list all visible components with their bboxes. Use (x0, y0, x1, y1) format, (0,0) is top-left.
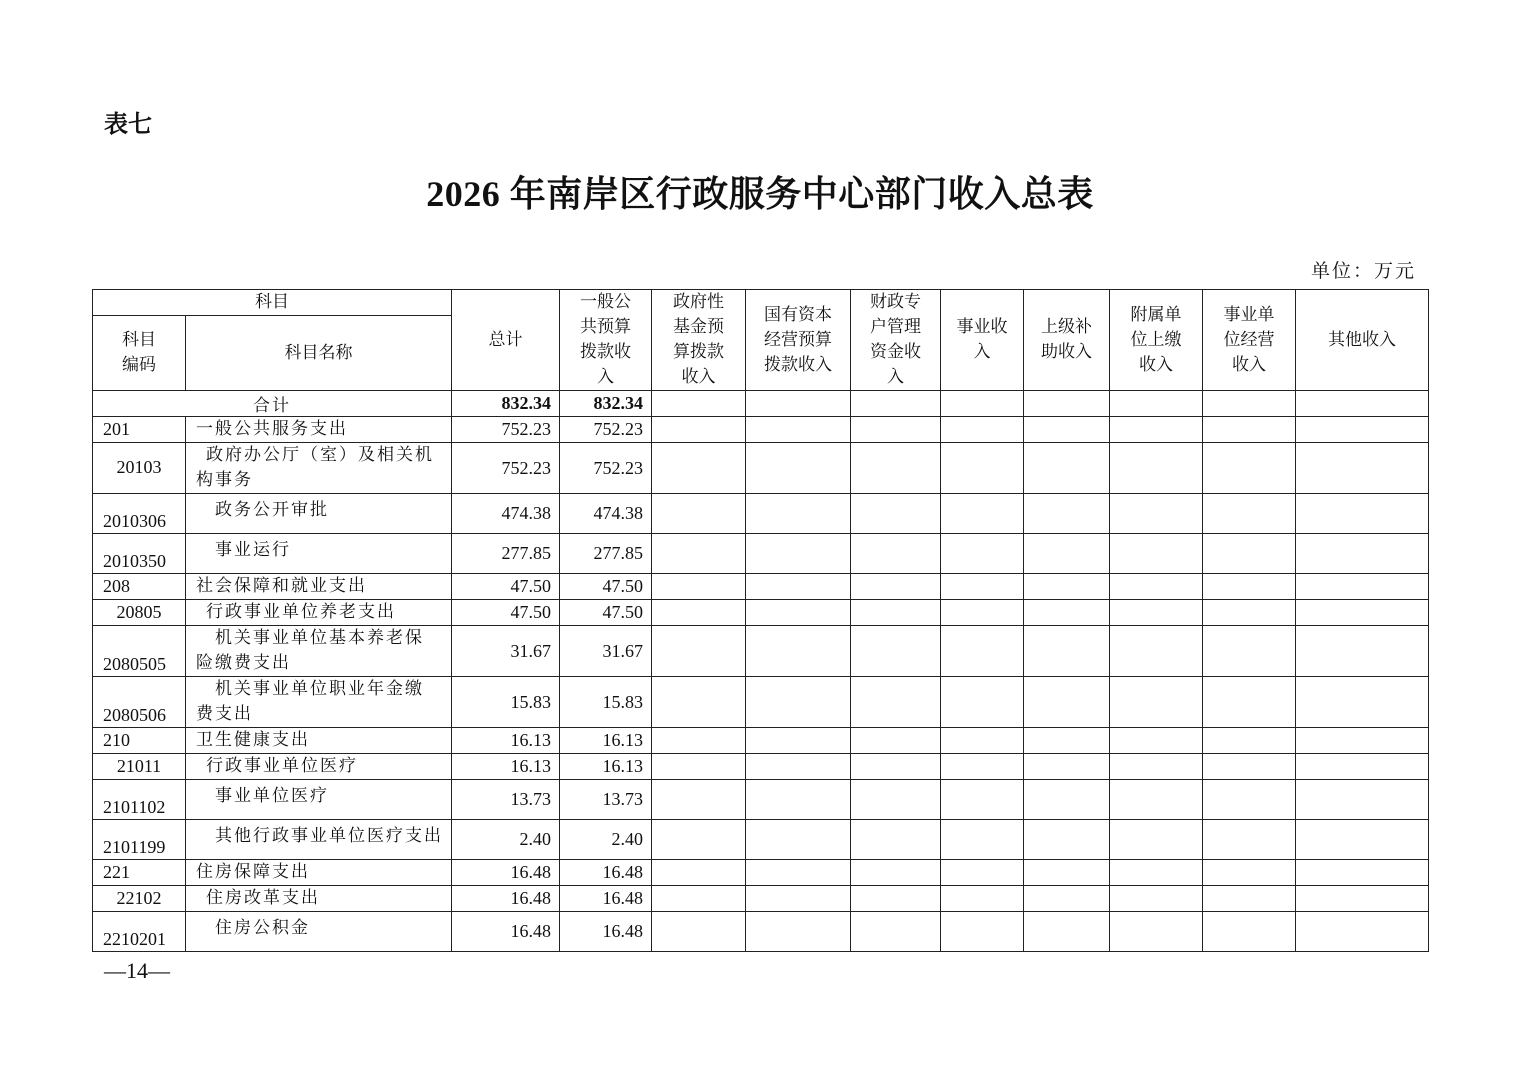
total-cell: 16.48 (452, 860, 560, 886)
subject-name: 卫生健康支出 (186, 728, 452, 754)
subject-name: 机关事业单位职业年金缴费支出 (186, 677, 452, 728)
subject-code: 210 (93, 728, 186, 754)
total-label: 合计 (93, 391, 452, 417)
subject-name: 事业单位医疗 (186, 780, 452, 820)
subject-name: 住房保障支出 (186, 860, 452, 886)
header-state-capital: 国有资本经营预算拨款收入 (746, 290, 851, 391)
header-superior-subsidy: 上级补助收入 (1024, 290, 1110, 391)
header-code: 科目编码 (93, 316, 186, 391)
subject-name: 事业运行 (186, 534, 452, 574)
subject-name: 一般公共服务支出 (186, 417, 452, 443)
general-budget-cell: 47.50 (560, 600, 652, 626)
total-cell: 277.85 (452, 534, 560, 574)
unit-label: 单位：万元 (1310, 260, 1416, 282)
subject-code: 2080505 (93, 626, 186, 677)
subject-code: 2010306 (93, 494, 186, 534)
table-row (93, 534, 1429, 574)
subject-code: 20103 (93, 443, 186, 494)
total-cell: 16.48 (452, 886, 560, 912)
table-row (93, 728, 1429, 754)
subject-name: 机关事业单位基本养老保险缴费支出 (186, 626, 452, 677)
table-row (93, 417, 1429, 443)
subject-name: 住房改革支出 (186, 886, 452, 912)
subject-code: 201 (93, 417, 186, 443)
subject-code: 22102 (93, 886, 186, 912)
header-business-income: 事业收入 (941, 290, 1024, 391)
table-row (93, 600, 1429, 626)
page-title: 2026 年南岸区行政服务中心部门收入总表 (426, 174, 1094, 214)
total-cell: 2.40 (452, 820, 560, 860)
subject-name: 行政事业单位医疗 (186, 754, 452, 780)
header-special-account: 财政专户管理资金收入 (851, 290, 941, 391)
table-row (93, 780, 1429, 820)
subject-code: 2101199 (93, 820, 186, 860)
header-total: 总计 (452, 290, 560, 391)
subject-code: 221 (93, 860, 186, 886)
header-name: 科目名称 (186, 316, 452, 391)
total-cell: 47.50 (452, 600, 560, 626)
subject-code: 208 (93, 574, 186, 600)
total-cell: 47.50 (452, 574, 560, 600)
table-row (93, 443, 1429, 494)
subject-code: 2101102 (93, 780, 186, 820)
total-cell: 16.13 (452, 728, 560, 754)
subject-name: 其他行政事业单位医疗支出 (186, 820, 452, 860)
subject-name: 政府办公厅（室）及相关机构事务 (186, 443, 452, 494)
table-row (93, 886, 1429, 912)
subject-name: 住房公积金 (186, 912, 452, 952)
total-cell: 16.13 (452, 754, 560, 780)
subject-code: 2010350 (93, 534, 186, 574)
general-budget-cell: 15.83 (560, 677, 652, 728)
general-budget-cell: 752.23 (560, 443, 652, 494)
subject-code: 21011 (93, 754, 186, 780)
subject-name: 社会保障和就业支出 (186, 574, 452, 600)
table-row (93, 677, 1429, 728)
general-budget-cell: 47.50 (560, 574, 652, 600)
total-cell: 16.48 (452, 912, 560, 952)
general-budget-cell: 16.48 (560, 886, 652, 912)
header-gov-fund: 政府性基金预算拨款收入 (652, 290, 746, 391)
total-cell: 752.23 (452, 417, 560, 443)
total-row (93, 391, 1429, 417)
general-budget-cell: 16.13 (560, 754, 652, 780)
subject-name: 政务公开审批 (186, 494, 452, 534)
general-budget-cell: 16.48 (560, 860, 652, 886)
total-cell: 31.67 (452, 626, 560, 677)
table-row (93, 912, 1429, 952)
income-summary-table (92, 289, 1429, 952)
total-cell: 13.73 (452, 780, 560, 820)
header-business-operation: 事业单位经营收入 (1203, 290, 1296, 391)
total-cell: 832.34 (452, 391, 560, 417)
general-budget-cell: 13.73 (560, 780, 652, 820)
total-cell: 752.23 (452, 443, 560, 494)
general-budget-cell: 2.40 (560, 820, 652, 860)
page-number: —14— (104, 958, 170, 983)
subject-code: 2210201 (93, 912, 186, 952)
general-budget-cell: 16.13 (560, 728, 652, 754)
general-budget-cell: 277.85 (560, 534, 652, 574)
table-row (93, 860, 1429, 886)
header-subject-group: 科目 (93, 290, 452, 316)
general-budget-cell: 474.38 (560, 494, 652, 534)
subject-code: 20805 (93, 600, 186, 626)
header-other-income: 其他收入 (1296, 290, 1429, 391)
table-row (93, 820, 1429, 860)
table-row (93, 574, 1429, 600)
table-row (93, 494, 1429, 534)
general-budget-cell: 832.34 (560, 391, 652, 417)
table-row (93, 754, 1429, 780)
table-row (93, 626, 1429, 677)
general-budget-cell: 31.67 (560, 626, 652, 677)
general-budget-cell: 16.48 (560, 912, 652, 952)
subject-code: 2080506 (93, 677, 186, 728)
header-general-budget: 一般公共预算拨款收入 (560, 290, 652, 391)
subject-name: 行政事业单位养老支出 (186, 600, 452, 626)
general-budget-cell: 752.23 (560, 417, 652, 443)
table-label: 表七 (104, 110, 152, 138)
total-cell: 474.38 (452, 494, 560, 534)
header-affiliated-turnover: 附属单位上缴收入 (1110, 290, 1203, 391)
total-cell: 15.83 (452, 677, 560, 728)
